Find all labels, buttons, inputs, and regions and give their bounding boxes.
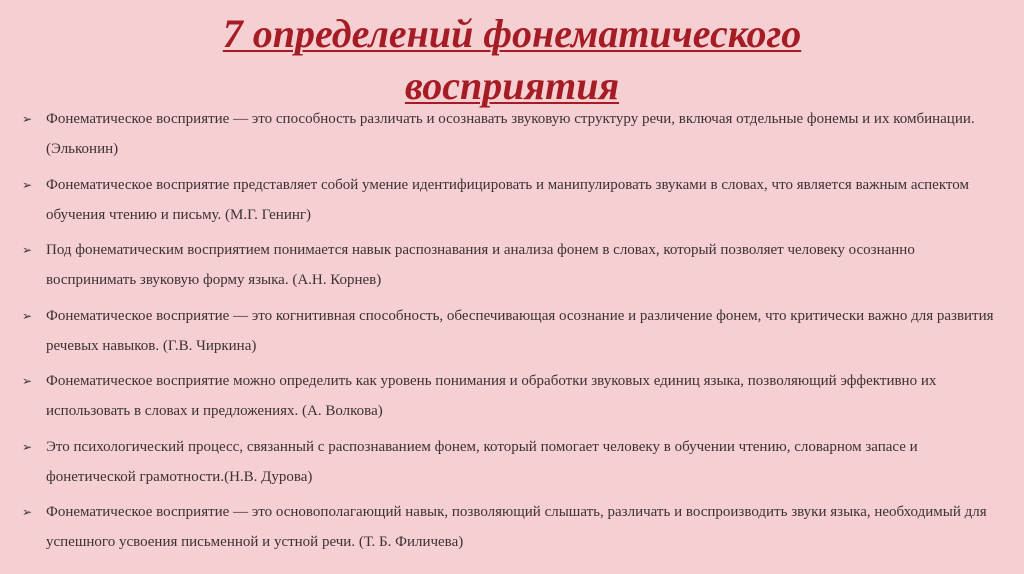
definition-item — [22, 366, 1002, 426]
definition-item — [22, 170, 1002, 230]
definition-item — [22, 235, 1002, 295]
arrow-bullet-icon: ➢ — [22, 308, 33, 323]
definition-item — [22, 432, 1002, 492]
arrow-bullet-icon: ➢ — [22, 505, 33, 519]
definition-item — [22, 301, 1002, 361]
arrow-bullet-icon: ➢ — [22, 439, 33, 454]
arrow-bullet-icon: ➢ — [22, 177, 33, 192]
definition-text: Это психологический процесс, связанный с распознаванием фонем, который помогает человеку в обучении чтению, словарном запасе и фонетической грамотности.(Н.В. Дурова) — [46, 438, 918, 485]
definition-text: Фонематическое восприятие — это способность различать и осознавать звуковую структуру речи, включая отдельные фонемы и их комбинации. (Эльконин) — [46, 111, 975, 157]
definition-text: Фонематическое восприятие представляет собой умение идентифицировать и манипулировать звуками в словах, что является важным аспектом обучения чтению и письму. (М.Г. Генинг) — [46, 176, 969, 223]
slide-title-line-2: восприятия — [404, 63, 620, 108]
definition-item — [22, 104, 1002, 164]
slide-title-line-1: 7 определений фонематического — [222, 11, 802, 56]
definitions-list — [22, 104, 1002, 563]
definition-text: Под фонематическим восприятием понимается навык распознавания и анализа фонем в словах, который позволяет человеку осознанно воспринимать звуковую форму языка. (А.Н. Корнев) — [46, 242, 915, 288]
arrow-bullet-icon: ➢ — [22, 112, 33, 126]
slide-title — [0, 8, 1024, 112]
definition-text: Фонематическое восприятие — это основополагающий навык, позволяющий слышать, различать и воспроизводить звуки языка, необходимый для успешного усвоения письменной и устной речи. (Т. Б. Филичева) — [46, 504, 987, 550]
arrow-bullet-icon: ➢ — [22, 374, 33, 388]
arrow-bullet-icon: ➢ — [22, 243, 33, 257]
definition-text: Фонематическое восприятие можно определить как уровень понимания и обработки звуковых единиц языка, позволяющий эффективно их использовать в словах и предложениях. (А. Волкова) — [46, 373, 937, 419]
definition-item — [22, 497, 1002, 557]
definition-text: Фонематическое восприятие — это когнитивная способность, обеспечивающая осознание и различение фонем, что критически важно для развития речевых навыков. (Г.В. Чиркина) — [46, 307, 994, 354]
